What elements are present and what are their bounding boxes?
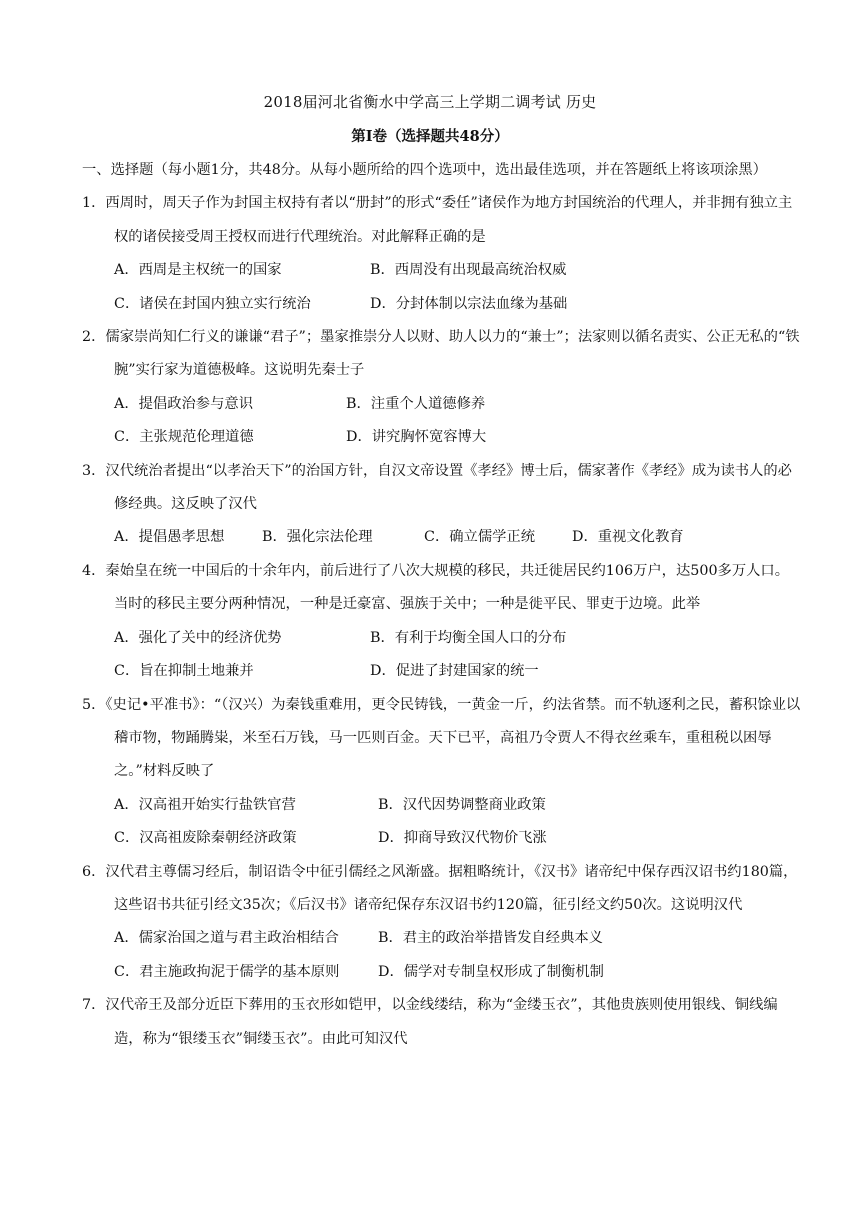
question-6 (82, 856, 802, 990)
option-row (82, 421, 802, 454)
option-a: A．强化了关中的经济优势 (114, 629, 282, 646)
option-row (82, 922, 802, 955)
instructions: 一、选择题（每小题1分，共48分。从每小题所给的四个选项中，选出最佳选项，并在答题纸上将该项涂黑） (82, 162, 767, 178)
option-b: B．君主的政治举措皆发自经典本义 (378, 930, 603, 947)
option-row (82, 254, 802, 287)
option-c: C．诸侯在封国内独立实行统治 (114, 295, 311, 312)
option-row (82, 622, 802, 655)
option-d: D．促进了封建国家的统一 (370, 663, 539, 680)
question-4 (82, 555, 802, 689)
option-row (82, 822, 802, 855)
option-a: A．西周是主权统一的国家 (114, 262, 282, 279)
option-c: C．主张规范伦理道德 (114, 429, 254, 446)
question-stem: 3．汉代统治者提出“以孝治天下”的治国方针，自汉文帝设置《孝经》博士后，儒家著作《孝经》成为读书人的必修经典。这反映了汉代 (82, 462, 792, 513)
option-c: C．君主施政拘泥于儒学的基本原则 (114, 963, 340, 980)
option-row (82, 956, 802, 989)
option-b: B．强化宗法伦理 (262, 529, 373, 546)
option-d: D．抑商导致汉代物价飞涨 (378, 830, 547, 847)
option-row (82, 288, 802, 321)
option-d: D．讲究胸怀宽容博大 (346, 429, 487, 446)
option-b: B．注重个人道德修养 (346, 395, 486, 412)
option-a: A．儒家治国之道与君主政治相结合 (114, 930, 339, 947)
option-c: C．汉高祖废除秦朝经济政策 (114, 830, 297, 847)
question-stem: 2．儒家崇尚知仁行义的谦谦“君子”；墨家推崇分人以财、助人以力的“兼士”；法家则以循名责实、公正无私的“铁腕”实行家为道德极峰。这说明先秦士子 (82, 329, 800, 379)
question-stem: 5．《史记•平准书》：“（汉兴）为秦钱重难用，更令民铸钱，一黄金一斤，约法省禁。而不轨逐利之民，蓄积馀业以稽市物，物踊腾粜，米至石万钱，马一匹则百金。天下已平，高祖乃令贾人不得衣丝乘车，重租税以困辱之。”材料反映了 (82, 696, 801, 780)
option-b: B．汉代因势调整商业政策 (378, 796, 546, 813)
question-3 (82, 455, 802, 555)
exam-content (82, 154, 802, 1056)
question-stem: 1．西周时，周天子作为封国主权持有者以“册封”的形式“委任”诸侯作为地方封国统治的代理人，并非拥有独立主权的诸侯接受周王授权而进行代理统治。对此解释正确的是 (82, 195, 793, 245)
option-row (82, 388, 802, 421)
option-a: A．提倡政治参与意识 (114, 395, 253, 412)
option-row (82, 789, 802, 822)
option-d: D．重视文化教育 (572, 529, 684, 546)
question-1 (82, 187, 802, 321)
option-b: B．西周没有出现最高统治权威 (370, 262, 567, 279)
exam-title: 2018届河北省衡水中学高三上学期二调考试 历史 (263, 93, 597, 111)
option-a: A．提倡愚孝思想 (114, 529, 225, 546)
option-b: B．有利于均衡全国人口的分布 (370, 629, 567, 646)
option-c: C．确立儒学正统 (424, 529, 536, 546)
option-d: D．儒学对专制皇权形成了制衡机制 (378, 963, 604, 980)
question-5 (82, 689, 802, 856)
option-d: D．分封体制以宗法血缘为基础 (370, 295, 568, 312)
question-stem: 7．汉代帝王及部分近臣下葬用的玉衣形如铠甲，以金线缕结，称为“金缕玉衣”，其他贵族则使用银线、铜线编造，称为“银缕玉衣”铜缕玉衣”。由此可知汉代 (82, 997, 778, 1047)
section-heading: 第I卷（选择题共48分） (351, 128, 509, 145)
option-c: C．旨在抑制土地兼并 (114, 663, 254, 680)
option-row (82, 521, 802, 554)
question-stem: 4．秦始皇在统一中国后的十余年内，前后进行了八次大规模的移民，共迁徙居民约106万户，达500多万人口。当时的移民主要分两种情况，一种是迁豪富、强族于关中；一种是徙平民、罪吏于边境。此举 (82, 562, 790, 613)
question-2 (82, 321, 802, 455)
question-7 (82, 989, 802, 1056)
question-stem: 6．汉代君主尊儒习经后，制诏诰令中征引儒经之风渐盛。据粗略统计，《汉书》诸帝纪中保存西汉诏书约180篇，这些诏书共征引经文35次；《后汉书》诸帝纪保存东汉诏书约120篇，征引经文约50次。这说明汉代 (82, 863, 798, 913)
option-row (82, 655, 802, 688)
option-a: A．汉高祖开始实行盐铁官营 (114, 796, 296, 813)
